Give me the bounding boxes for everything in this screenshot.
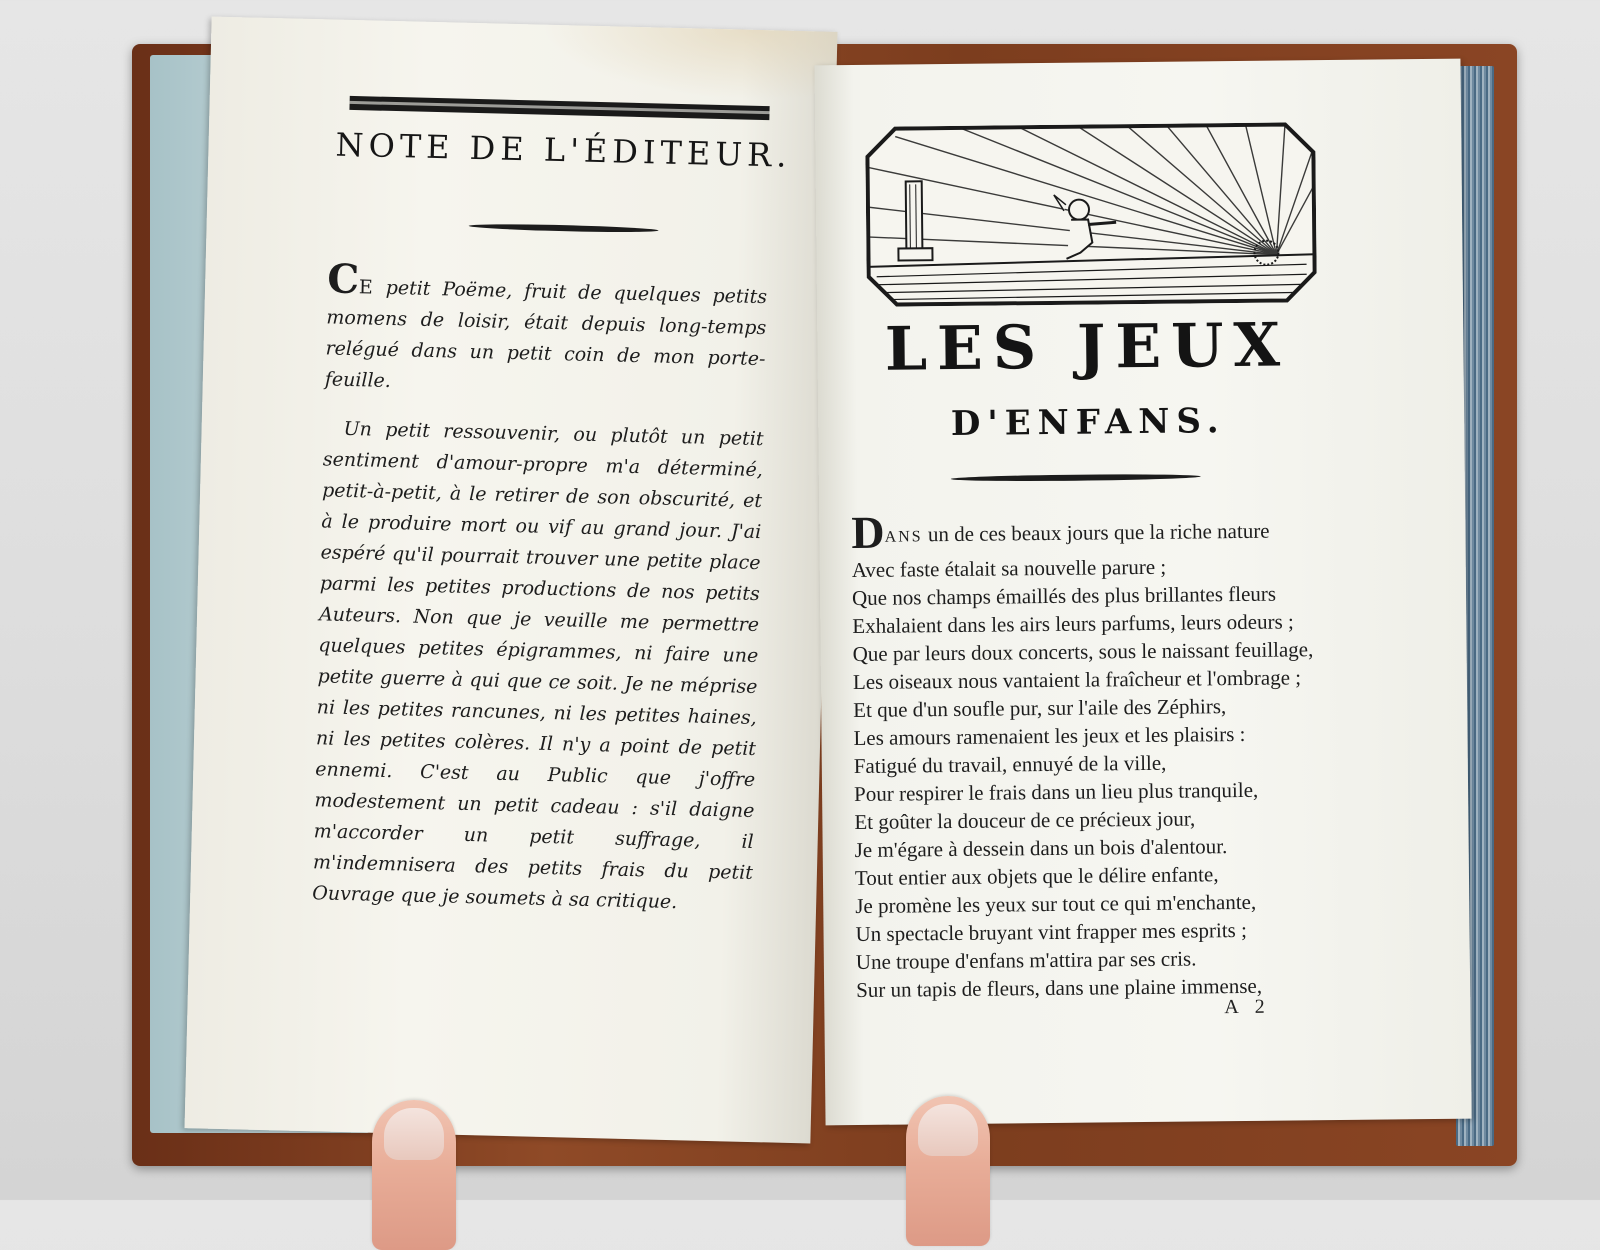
poem-line: Je m'égare à dessein dans un bois d'alentour. <box>854 834 1228 863</box>
drop-cap: D <box>851 506 885 559</box>
poem-line: Je promène les yeux sur tout ce qui m'enchante, <box>855 889 1257 919</box>
paragraph: Un petit ressouvenir, ou plutôt un petit sentiment d'amour-propre m'a déterminé, petit-à-petit, à le retirer de son obscurité, et à le produire mort ou vif au grand jour. J'ai espéré qu'il pourrait trouver une petite place parmi les petites productions de nos petits Auteurs. Non que je veuille me permettre quelques petites épigrammes, ni faire une petite guerre à qui que ce soit. Je ne méprise ni les petites rancunes, ni les petites haines, ni les petites colères. Il n'y a point de petit ennemi. C'est au Public que j'offre modestement un petit cadeau : s'il daigne m'accorder un petit suffrage, il m'indemnisera des petits frais du petit Ouvrage que je soumets à sa critique. <box>312 417 764 914</box>
paper-stain <box>540 25 838 105</box>
thumbnail-nail <box>918 1104 978 1156</box>
poem-line: Avec faste étalait sa nouvelle parure ; <box>851 554 1167 583</box>
heading-rule <box>349 96 769 120</box>
poem-line <box>851 505 1331 559</box>
engraved-vignette <box>865 122 1317 307</box>
poem-line: Pour respirer le frais dans un lieu plus tranquile, <box>853 777 1259 807</box>
paragraph <box>324 255 768 406</box>
poem-line: Et goûter la douceur de ce précieux jour, <box>854 806 1196 835</box>
right-thumb <box>906 1096 990 1246</box>
poem-text <box>851 505 1336 1004</box>
right-page <box>814 59 1471 1126</box>
drop-cap: C <box>326 255 360 304</box>
poem-line: Et que d'un soufle pur, sur l'aile des Zéphirs, <box>853 694 1227 723</box>
left-thumb <box>372 1100 456 1250</box>
left-page <box>185 17 838 1144</box>
signature-mark: A 2 <box>1224 995 1271 1019</box>
poem-line: Un spectacle bruyant vint frapper mes esprits ; <box>855 917 1247 947</box>
drop-cap-rest: ANS <box>884 528 923 546</box>
poem-line: Une troupe d'enfans m'attira par ses cris. <box>855 946 1197 975</box>
drop-cap-rest: E <box>358 276 375 299</box>
poem-line: Tout entier aux objets que le délire enfante, <box>854 862 1219 891</box>
paragraph-text: petit Poëme, fruit de quelques petits momens de loisir, était depuis long-temps relégué dans un petit coin de mon porte-feuille. <box>324 276 768 393</box>
swell-rule <box>951 473 1201 482</box>
poem-line: Exhalaient dans les airs leurs parfums, leurs odeurs ; <box>852 609 1294 639</box>
thumbnail-nail <box>384 1108 444 1160</box>
left-page-heading: NOTE DE L'ÉDITEUR. <box>335 125 792 175</box>
poem-line: Que par leurs doux concerts, sous le naissant feuillage, <box>852 637 1314 667</box>
poem-line: Les amours ramenaient les jeux et les plaisirs : <box>853 721 1246 751</box>
swell-rule <box>469 223 659 234</box>
poem-line: Fatigué du travail, ennuyé de la ville, <box>853 750 1167 779</box>
poem-line: Les oiseaux nous vantaient la fraîcheur et l'ombrage ; <box>852 665 1302 695</box>
poem-line: Que nos champs émaillés des plus brillantes fleurs <box>851 581 1277 611</box>
poem-line: Sur un tapis de fleurs, dans une plaine immense, <box>856 973 1263 1003</box>
poem-subtitle: D'ENFANS. <box>950 401 1226 445</box>
left-page-text <box>311 255 768 938</box>
poem-line-text: un de ces beaux jours que la riche nature <box>922 518 1270 547</box>
poem-title: LES JEUX <box>884 310 1291 385</box>
